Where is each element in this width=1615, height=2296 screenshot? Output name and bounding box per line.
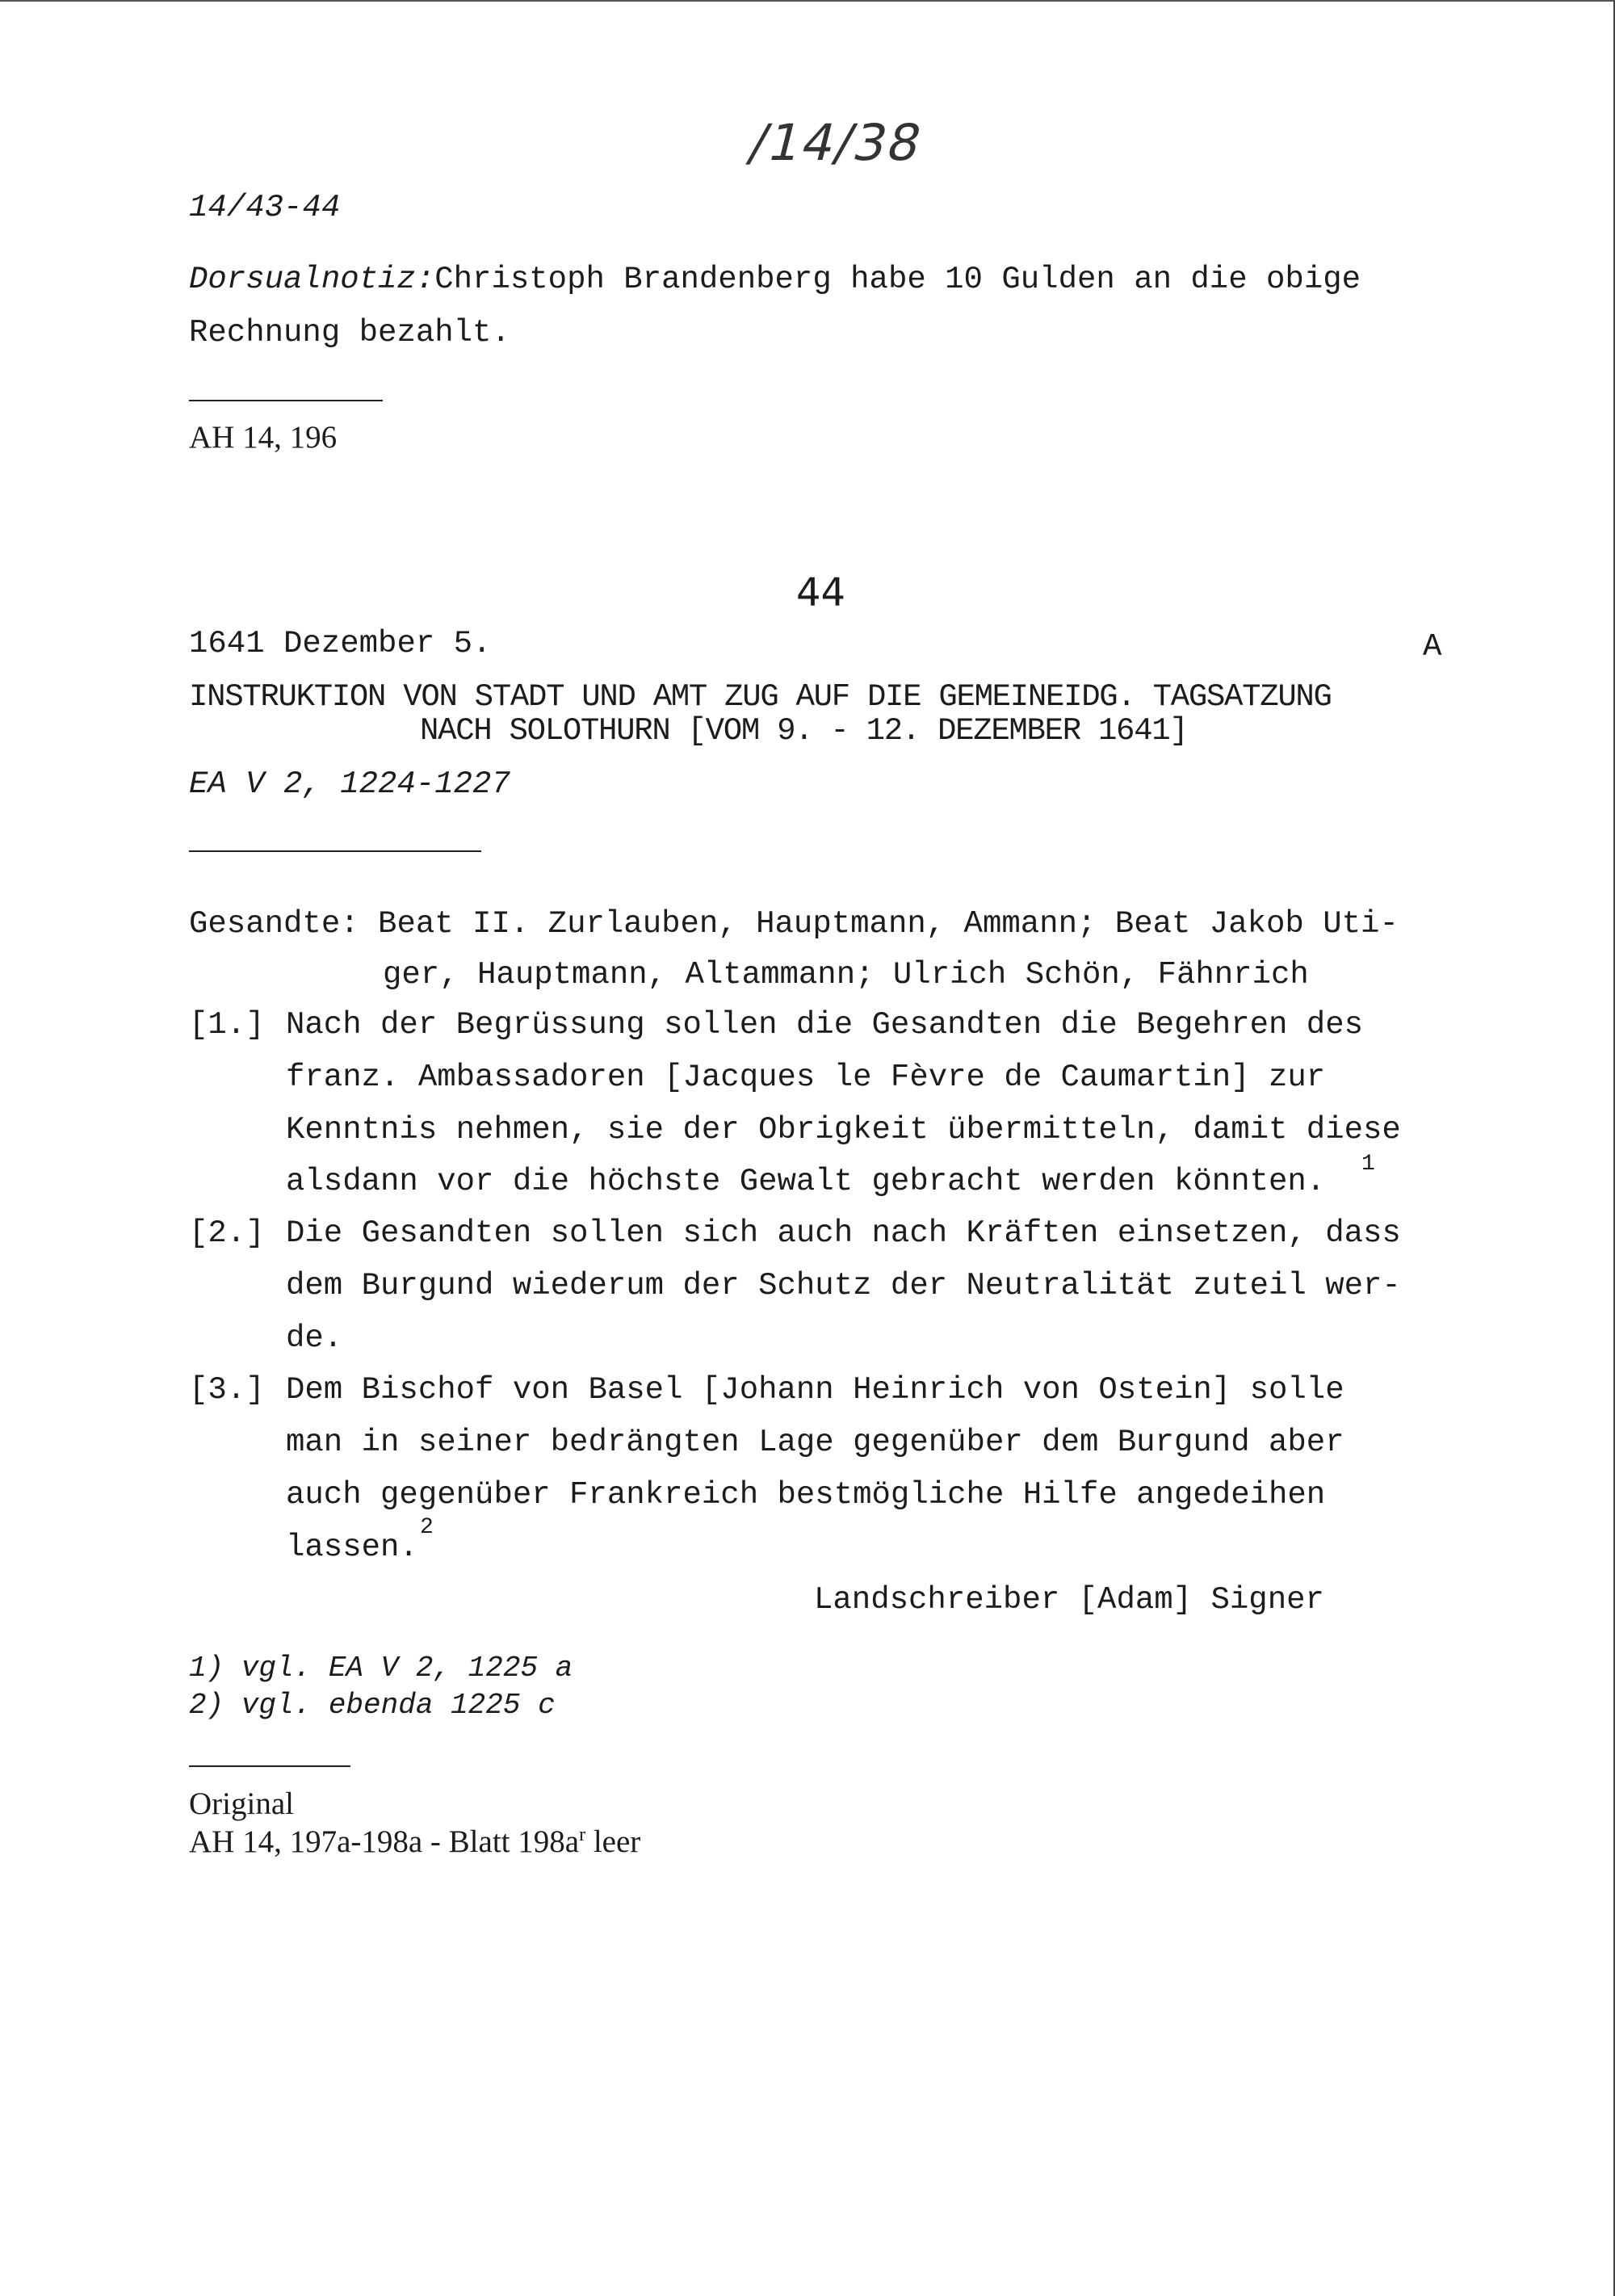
document-number: 44	[796, 570, 846, 615]
envoys-line-2: ger, Hauptmann, Altammann; Ulrich Schön, Fähnrich	[383, 957, 1309, 993]
item-3-line: man in seiner bedrängten Lage gegenüber dem Burgund aber	[286, 1425, 1344, 1460]
item-number: [2.]	[189, 1215, 265, 1251]
handwritten-archive-number: /14/38	[743, 113, 929, 172]
item-2-line: dem Burgund wiederum der Schutz der Neutralität zuteil wer-	[286, 1268, 1401, 1303]
item-number: [1.]	[189, 1007, 265, 1043]
item-1-line: franz. Ambassadoren [Jacques le Fèvre de Caumartin] zur	[286, 1060, 1326, 1095]
footnote-mark-2: 2	[420, 1515, 434, 1540]
title-line-1: INSTRUKTION VON STADT UND AMT ZUG AUF DIE GEMEINEIDG. TAGSATZUNG	[189, 679, 1332, 715]
ea-reference: EA V 2, 1224-1227	[189, 766, 510, 802]
provenance-sup: r	[579, 1824, 586, 1845]
header-reference: 14/43-44	[189, 190, 341, 225]
provenance-original: Original	[189, 1786, 294, 1821]
document-date: 1641 Dezember 5.	[189, 626, 492, 661]
dorsual-note-line-2: Rechnung bezahlt.	[189, 315, 510, 350]
divider-3	[189, 1765, 350, 1767]
item-1-line: Nach der Begrüssung sollen die Gesandten die Begehren des	[286, 1007, 1364, 1043]
source-reference-1: AH 14, 196	[189, 420, 338, 455]
item-2-line: de.	[286, 1320, 343, 1356]
dorsual-text: Christoph Brandenberg habe 10 Gulden an die obige	[434, 262, 1361, 297]
signature: Landschreiber [Adam] Signer	[814, 1582, 1324, 1618]
item-number: [3.]	[189, 1372, 265, 1408]
footnote: 1) vgl. EA V 2, 1225 a	[189, 1652, 573, 1685]
item-1-line: Kenntnis nehmen, sie der Obrigkeit übermitteln, damit diese	[286, 1112, 1401, 1148]
dorsual-label: Dorsualnotiz:	[189, 262, 435, 297]
footnote-mark-1: 1	[1361, 1152, 1375, 1177]
footnote: 2) vgl. ebenda 1225 c	[189, 1689, 556, 1722]
divider-2	[189, 850, 481, 852]
dorsual-note-line-1	[189, 264, 1361, 296]
provenance-ref-text: AH 14, 197a-198a - Blatt 198a	[189, 1824, 580, 1859]
provenance-end: leer	[593, 1824, 641, 1859]
item-2-line: Die Gesandten sollen sich auch nach Kräften einsetzen, dass	[286, 1215, 1401, 1251]
document-letter: A	[1423, 629, 1442, 665]
envoys-line-1: Gesandte: Beat II. Zurlauben, Hauptmann, Ammann; Beat Jakob Uti-	[189, 906, 1399, 942]
provenance-reference	[189, 1825, 640, 1857]
item-3-line: auch gegenüber Frankreich bestmögliche Hilfe angedeihen	[286, 1477, 1326, 1513]
item-3-line: lassen.	[286, 1530, 418, 1565]
item-3-line: Dem Bischof von Basel [Johann Heinrich von Ostein] solle	[286, 1372, 1344, 1408]
item-1-line: alsdann vor die höchste Gewalt gebracht werden könnten.	[286, 1164, 1326, 1199]
title-line-2: NACH SOLOTHURN [VOM 9. - 12. DEZEMBER 1641]	[420, 713, 1188, 749]
divider-1	[189, 400, 383, 401]
